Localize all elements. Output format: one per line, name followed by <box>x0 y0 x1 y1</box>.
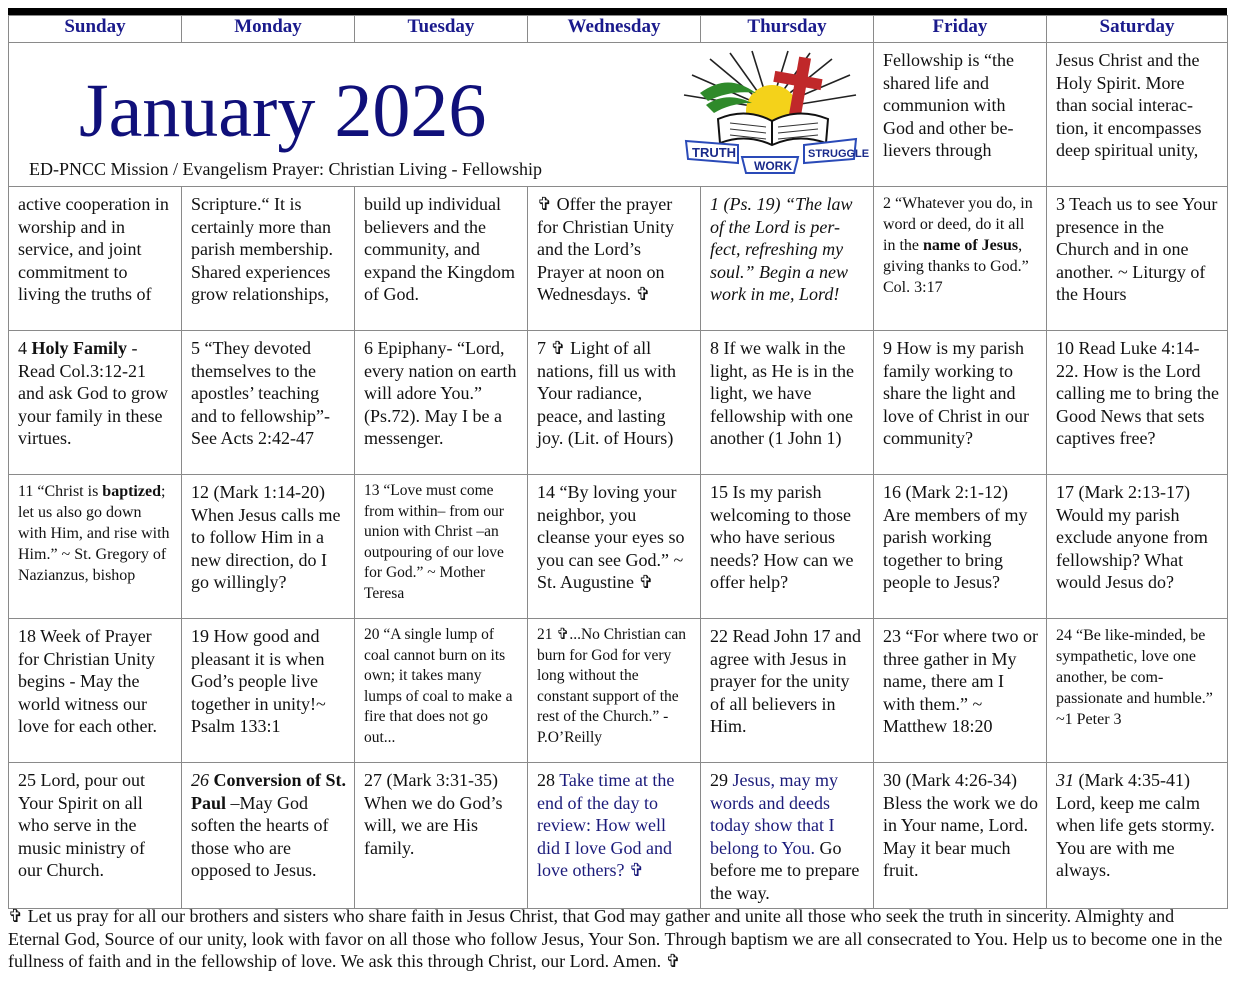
day-cell-22: 22 Read John 17 and agree with Jesus in prayer for the unity of all believers in Him. <box>701 619 874 763</box>
day-cell-28 <box>528 763 701 909</box>
day-cell-20: 20 “A single lump of coal cannot burn on its own; it takes many lumps of coal to make a fire that does not go out... <box>355 619 528 763</box>
text: Go before me to prepare the way. <box>710 837 860 903</box>
bible-cross-logo <box>680 49 870 175</box>
bold-text: baptized <box>102 483 161 500</box>
day-header-thursday: Thursday <box>701 16 874 43</box>
day-cell-16: 16 (Mark 2:1-12) Are members of my parish working together to bring people to Jesus? <box>874 475 1047 619</box>
week-row-1 <box>9 187 1228 331</box>
intro-friday: Fellowship is “the shared life and communion with God and other be-lievers through <box>874 43 1047 187</box>
day-cell-14 <box>528 475 701 619</box>
text: 14 “By loving your neighbor, you cleanse your eyes so you can see God.” ~ <box>537 482 685 570</box>
text: –May God soften the hearts of those who are opposed to Jesus. <box>191 792 329 880</box>
day-cell-7: 7 ✞ Light of all nations, fill us with Your radiance, peace, and lasting joy. (Lit. of Hours) <box>528 331 701 475</box>
day-header-tuesday: Tuesday <box>355 16 528 43</box>
day-header-sunday: Sunday <box>9 16 182 43</box>
bold-text: Holy Family <box>31 338 127 358</box>
day-cell: ✞ Offer the prayer for Christian Unity and the Lord’s Prayer at noon on Wednesdays. ✞ <box>528 187 701 331</box>
day-cell-6: 6 Epiphany- “Lord, every nation on earth will adore You.” (Ps.72). May I be a messenger. <box>355 331 528 475</box>
text: , giving thanks to God.” Col. 3:17 <box>883 237 1029 296</box>
day-cell-17: 17 (Mark 2:13-17) Would my parish exclude anyone from fellowship? What would Jesus do? <box>1047 475 1228 619</box>
day-cell-31 <box>1047 763 1228 909</box>
title-row <box>9 43 1228 187</box>
text: 26 <box>191 770 214 790</box>
day-cell: build up individual believers and the community, and expand the Kingdom of God. <box>355 187 528 331</box>
day-cell-10: 10 Read Luke 4:14-22. How is the Lord calling me to bring the Good News that sets captives free? <box>1047 331 1228 475</box>
unity-prayer-footer: ✞ Let us pray for all our brothers and sisters who share faith in Jesus Christ, that God may gather and unite all those who seek the truth in sincerity. Almighty and Eternal God, Source of our unity, look with favor on all those who follow Jesus, Your Son. Through baptism we are all consecrated to You. Help us to become one in the fullness of faith and in the fellowship of love. We ask this through Christ, our Lord. Amen. ✞ <box>8 906 1223 971</box>
day-header-row <box>9 16 1228 43</box>
week-row-4 <box>9 619 1228 763</box>
logo-word-struggle: STRUGGLE <box>808 148 870 160</box>
day-cell-9: 9 How is my parish family working to share the light and love of Christ in our community? <box>874 331 1047 475</box>
intro-saturday: Jesus Christ and the Holy Spirit. More than social interac-tion, it encompasses deep spiritual unity, <box>1047 43 1228 187</box>
day-cell-2 <box>874 187 1047 331</box>
day-cell-5: 5 “They devoted themselves to the apostles’ teaching and to fellowship”- See Acts 2:42-47 <box>182 331 355 475</box>
calendar-grid <box>8 15 1228 909</box>
day-cell-15: 15 Is my parish welcoming to those who have serious needs? How can we offer help? <box>701 475 874 619</box>
text: St. Augustine ✞ <box>537 572 654 592</box>
text: 31 <box>1056 770 1074 790</box>
text: 29 <box>710 770 733 790</box>
day-cell-18: 18 Week of Prayer for Christian Unity begins - May the world witness our love for each other. <box>9 619 182 763</box>
day-header-friday: Friday <box>874 16 1047 43</box>
logo-word-work: WORK <box>754 159 792 173</box>
week-row-3 <box>9 475 1228 619</box>
day-cell-4 <box>9 331 182 475</box>
bold-text: name of Jesus <box>923 237 1019 254</box>
day-cell: active cooperation in worship and in service, and joint commitment to living the truths of <box>9 187 182 331</box>
month-title: January 2026 <box>79 69 487 153</box>
logo-word-truth: TRUTH <box>692 145 737 160</box>
day-cell-23: 23 “For where two or three gather in My name, there am I with them.” ~ Matthew 18:20 <box>874 619 1047 763</box>
text: 2 “Whatever you do, in word or deed, do it all in the <box>883 195 1033 254</box>
text: ; let us also go down with Him, and rise with Him.” ~ St. Gregory of Nazianzus, bishop <box>18 483 170 584</box>
bold-text: Conversion of St. Paul <box>191 770 347 813</box>
top-rule <box>8 8 1227 15</box>
text: 11 “Christ is <box>18 483 103 500</box>
day-header-saturday: Saturday <box>1047 16 1228 43</box>
day-cell-21: 21 ✞...No Christian can burn for God for very long without the constant support of the rest of the Church.” -P.O’Reilly <box>528 619 701 763</box>
blue-text: Take time at the end of the day to review: How well did I love God and love others? ✞ <box>537 770 675 880</box>
day-cell-11 <box>9 475 182 619</box>
text: (Mark 4:35-41) Lord, keep me calm when life gets stormy. You are with me always. <box>1056 770 1215 880</box>
day-cell-29 <box>701 763 874 909</box>
day-cell-25: 25 Lord, pour out Your Spirit on all who serve in the music ministry of our Church. <box>9 763 182 909</box>
day-cell-12: 12 (Mark 1:14-20) When Jesus calls me to follow Him in a new direction, do I go willingly? <box>182 475 355 619</box>
text: 28 <box>537 770 560 790</box>
week-row-2 <box>9 331 1228 475</box>
day-header-monday: Monday <box>182 16 355 43</box>
day-cell-24: 24 “Be like-minded, be sympathetic, love one another, be com-passionate and humble.” ~1 Peter 3 <box>1047 619 1228 763</box>
day-cell: Scripture.“ It is certainly more than parish membership. Shared experiences grow relationships, <box>182 187 355 331</box>
text: - Read Col.3:12-21 and ask God to grow your family in these virtues. <box>18 338 168 448</box>
blue-text: Jesus, may my words and deeds today show that I belong to You. <box>710 770 838 858</box>
day-cell-27: 27 (Mark 3:31-35) When we do God’s will, we are His family. <box>355 763 528 909</box>
day-cell-13: 13 “Love must come from within– from our union with Christ –an outpouring of our love for God.” ~ Mother Teresa <box>355 475 528 619</box>
day-cell-8: 8 If we walk in the light, as He is in the light, we have fellowship with one another (1 John 1) <box>701 331 874 475</box>
day-cell-30: 30 (Mark 4:26-34) Bless the work we do in Your name, Lord. May it bear much fruit. <box>874 763 1047 909</box>
day-cell-26 <box>182 763 355 909</box>
day-cell-19: 19 How good and pleasant it is when God’s people live together in unity!~ Psalm 133:1 <box>182 619 355 763</box>
subtitle: ED-PNCC Mission / Evangelism Prayer: Christian Living - Fellowship <box>29 159 542 179</box>
day-cell-1: 1 (Ps. 19) “The law of the Lord is per-fect, refreshing my soul.” Begin a new work in me, Lord! <box>701 187 874 331</box>
day-cell-3: 3 Teach us to see Your presence in the Church and in one another. ~ Liturgy of the Hours <box>1047 187 1228 331</box>
week-row-5 <box>9 763 1228 909</box>
title-block <box>9 43 874 187</box>
text: 4 <box>18 338 32 358</box>
day-header-wednesday: Wednesday <box>528 16 701 43</box>
